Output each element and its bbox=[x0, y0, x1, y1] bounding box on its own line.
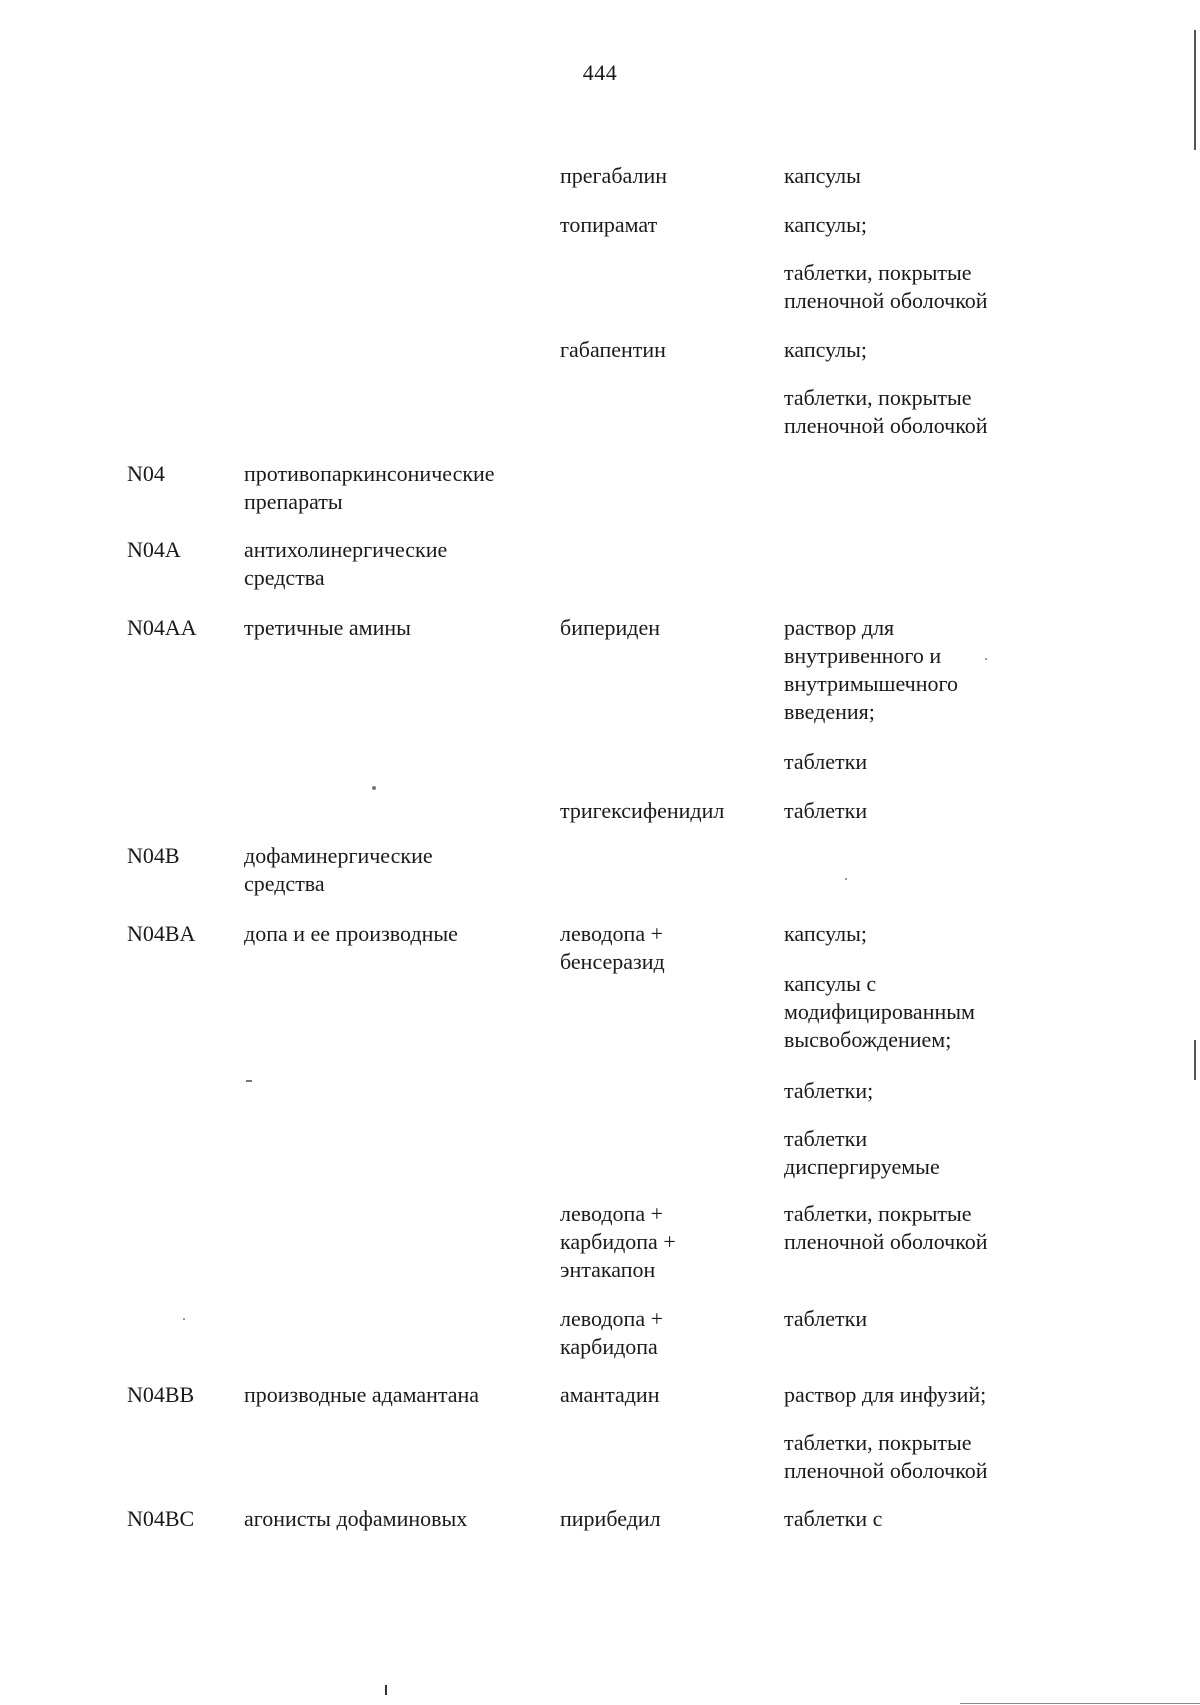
dosage-form: таблетки, покрытые пленочной оболочкой bbox=[784, 1201, 988, 1254]
scan-edge-mark bbox=[1194, 1040, 1196, 1080]
anatomical-therapeutic-group: производные адамантана bbox=[244, 1382, 480, 1407]
drug-name: леводопа + бенсеразид bbox=[560, 921, 665, 974]
dosage-form: капсулы bbox=[784, 163, 861, 188]
scan-speck bbox=[845, 878, 847, 880]
drug-name: габапентин bbox=[560, 337, 666, 362]
scan-edge-mark bbox=[1194, 30, 1196, 150]
atc-code: N04A bbox=[127, 537, 181, 562]
atc-code: N04BC bbox=[127, 1506, 195, 1531]
atc-code: N04BA bbox=[127, 921, 196, 946]
dosage-form: раствор для внутривенного и внутримышечного введения; bbox=[784, 615, 958, 724]
scan-speck bbox=[183, 1318, 185, 1320]
dosage-form: таблетки bbox=[784, 798, 868, 823]
dosage-form: таблетки, покрытые пленочной оболочкой bbox=[784, 1430, 988, 1483]
scan-speck bbox=[246, 1080, 252, 1082]
atc-code: N04BB bbox=[127, 1382, 195, 1407]
scan-speck bbox=[372, 786, 376, 790]
dosage-form: таблетки bbox=[784, 749, 868, 774]
dosage-form: капсулы; bbox=[784, 921, 867, 946]
drug-name: тригексифенидил bbox=[560, 798, 725, 823]
drug-name: прегабалин bbox=[560, 163, 668, 188]
dosage-form: таблетки; bbox=[784, 1078, 874, 1103]
atc-code: N04B bbox=[127, 843, 180, 868]
dosage-form: таблетки с bbox=[784, 1506, 883, 1531]
atc-code: N04AA bbox=[127, 615, 197, 640]
dosage-form: таблетки, покрытые пленочной оболочкой bbox=[784, 260, 988, 313]
dosage-form: таблетки bbox=[784, 1306, 868, 1331]
dosage-form: капсулы; bbox=[784, 337, 867, 362]
anatomical-therapeutic-group: допа и ее производные bbox=[244, 921, 458, 946]
dosage-form: капсулы; bbox=[784, 212, 867, 237]
page-number: 444 bbox=[582, 60, 618, 85]
scan-edge-mark bbox=[960, 1703, 1200, 1704]
dosage-form: капсулы с модифицированным высвобождением; bbox=[784, 971, 975, 1052]
anatomical-therapeutic-group: дофаминергические средства bbox=[244, 843, 433, 896]
drug-name: леводопа + карбидопа bbox=[560, 1306, 663, 1359]
drug-name: пирибедил bbox=[560, 1506, 661, 1531]
scan-speck bbox=[385, 1685, 387, 1695]
dosage-form: таблетки, покрытые пленочной оболочкой bbox=[784, 385, 988, 438]
drug-name: топирамат bbox=[560, 212, 658, 237]
anatomical-therapeutic-group: антихолинергические средства bbox=[244, 537, 448, 590]
drug-name: амантадин bbox=[560, 1382, 660, 1407]
drug-name: бипериден bbox=[560, 615, 661, 640]
scan-speck bbox=[985, 658, 987, 660]
dosage-form: раствор для инфузий; bbox=[784, 1382, 987, 1407]
dosage-form: таблетки диспергируемые bbox=[784, 1126, 940, 1179]
atc-code: N04 bbox=[127, 461, 165, 486]
anatomical-therapeutic-group: агонисты дофаминовых bbox=[244, 1506, 468, 1531]
drug-name: леводопа + карбидопа + энтакапон bbox=[560, 1201, 676, 1282]
anatomical-therapeutic-group: противопаркинсонические препараты bbox=[244, 461, 495, 514]
anatomical-therapeutic-group: третичные амины bbox=[244, 615, 411, 640]
